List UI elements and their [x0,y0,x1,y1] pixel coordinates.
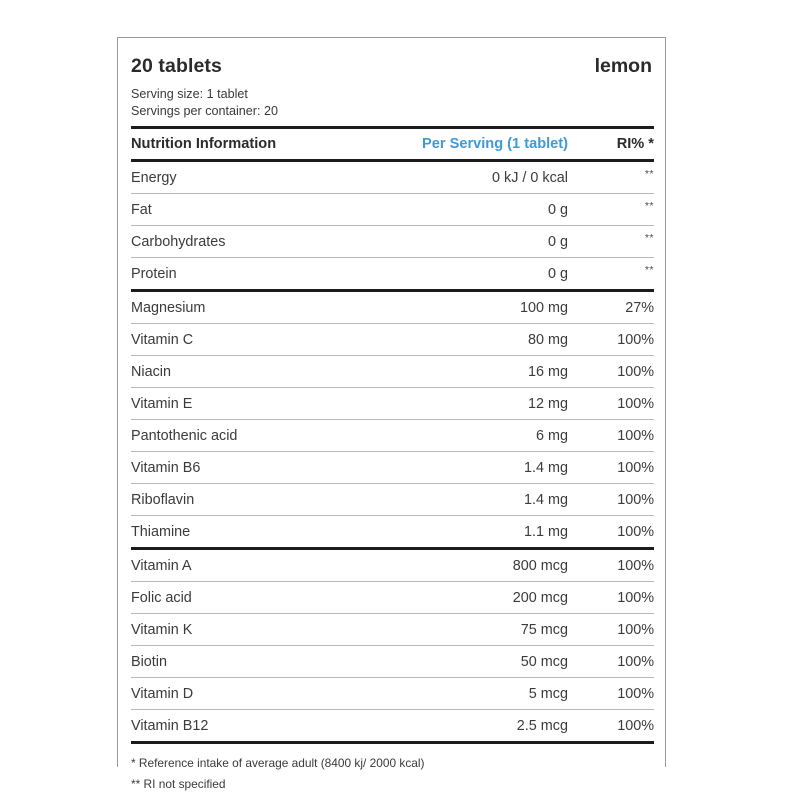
nutrient-ri-percent [576,258,654,291]
nutrient-ri-percent [576,194,654,226]
table-row [131,710,654,743]
nutrient-ri-percent: 100% [576,582,654,614]
nutrient-ri-percent: 100% [576,614,654,646]
nutrient-amount: 6 mg [391,420,576,452]
nutrient-name: Carbohydrates [131,226,391,258]
column-header-ri-percent: RI% * [576,128,654,161]
nutrient-amount: 100 mg [391,291,576,324]
nutrient-ri-percent [576,161,654,194]
nutrient-amount: 12 mg [391,388,576,420]
nutrient-amount: 0 g [391,258,576,291]
table-header-row [131,128,654,161]
nutrient-name: Protein [131,258,391,291]
nutrient-name: Magnesium [131,291,391,324]
table-row [131,614,654,646]
nutrient-amount: 80 mg [391,324,576,356]
nutrient-name: Biotin [131,646,391,678]
ri-footnote-marker: ** [644,232,654,245]
table-row [131,582,654,614]
footnote-reference-intake: * Reference intake of average adult (8400 kj/ 2000 kcal) [131,756,425,770]
nutrient-ri-percent: 100% [576,388,654,420]
nutrient-name: Vitamin B6 [131,452,391,484]
nutrient-ri-percent: 100% [576,549,654,582]
nutrient-amount: 0 g [391,194,576,226]
nutrient-name: Vitamin C [131,324,391,356]
serving-info [131,86,652,119]
ri-footnote-marker: ** [644,264,654,277]
nutrient-ri-percent: 100% [576,324,654,356]
nutrient-amount: 75 mcg [391,614,576,646]
nutrient-ri-percent: 100% [576,356,654,388]
nutrient-amount: 200 mcg [391,582,576,614]
nutrient-amount: 50 mcg [391,646,576,678]
product-header [131,38,652,78]
nutrient-name: Riboflavin [131,484,391,516]
nutrient-amount: 1.4 mg [391,484,576,516]
nutrition-table [131,126,654,744]
table-row [131,646,654,678]
nutrient-name: Vitamin D [131,678,391,710]
nutrient-amount: 16 mg [391,356,576,388]
table-row [131,356,654,388]
table-row [131,484,654,516]
serving-size-text: Serving size: 1 tablet [131,87,248,101]
table-row [131,678,654,710]
nutrient-ri-percent: 100% [576,516,654,549]
nutrient-amount: 800 mcg [391,549,576,582]
nutrition-label-panel [117,37,666,791]
ri-footnote-marker: ** [644,200,654,213]
nutrient-name: Vitamin E [131,388,391,420]
nutrient-name: Vitamin B12 [131,710,391,743]
product-quantity: 20 tablets [131,55,222,77]
product-flavour: lemon [594,55,652,77]
nutrient-ri-percent: 100% [576,646,654,678]
nutrient-name: Vitamin A [131,549,391,582]
table-row [131,452,654,484]
nutrient-name: Folic acid [131,582,391,614]
column-header-nutrition-information: Nutrition Information [131,128,391,161]
table-row [131,516,654,549]
nutrient-name: Fat [131,194,391,226]
column-header-per-serving: Per Serving (1 tablet) [391,128,576,161]
footnote-ri-not-specified: ** RI not specified [131,777,226,791]
nutrition-table-body [131,161,654,743]
nutrient-name: Niacin [131,356,391,388]
ri-footnote-marker: ** [644,168,654,181]
nutrient-amount: 0 g [391,226,576,258]
nutrient-name: Energy [131,161,391,194]
servings-per-container-text: Servings per container: 20 [131,103,279,118]
nutrient-name: Thiamine [131,516,391,549]
nutrient-ri-percent: 27% [576,291,654,324]
table-row [131,194,654,226]
table-row [131,226,654,258]
footnotes [131,744,652,795]
nutrient-ri-percent: 100% [576,678,654,710]
table-row [131,420,654,452]
table-row [131,258,654,291]
nutrient-amount: 5 mcg [391,678,576,710]
nutrient-amount: 0 kJ / 0 kcal [391,161,576,194]
table-row [131,161,654,194]
nutrient-ri-percent: 100% [576,452,654,484]
nutrient-name: Pantothenic acid [131,420,391,452]
table-row [131,291,654,324]
nutrient-amount: 1.1 mg [391,516,576,549]
nutrient-ri-percent [576,226,654,258]
nutrient-amount: 2.5 mcg [391,710,576,743]
nutrient-name: Vitamin K [131,614,391,646]
nutrient-ri-percent: 100% [576,420,654,452]
nutrient-amount: 1.4 mg [391,452,576,484]
nutrient-ri-percent: 100% [576,710,654,743]
nutrient-ri-percent: 100% [576,484,654,516]
table-row [131,388,654,420]
table-row [131,324,654,356]
table-row [131,549,654,582]
